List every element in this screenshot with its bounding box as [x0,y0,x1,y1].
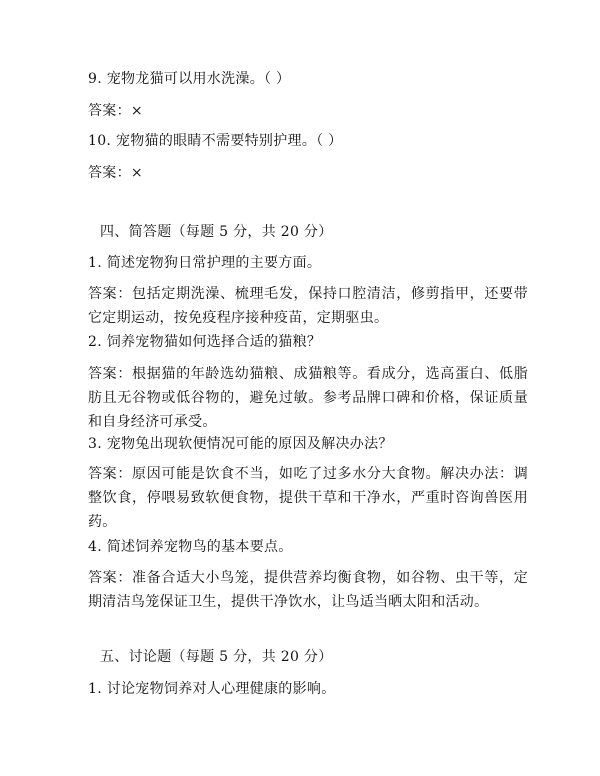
section-4-title: 四、简答题（每题 5 分，共 20 分） [100,224,333,240]
s4-q3-question: 3. 宠物兔出现软便情况可能的原因及解决办法？ [88,436,393,452]
section-5-title: 五、讨论题（每题 5 分，共 20 分） [100,649,333,665]
s4-q2-answer: 答案：根据猫的年龄选幼猫粮、成猫粮等。看成分，选高蛋白、低脂肪且无谷物或低谷物的，避免过敏。参考品牌口碑和价格，保证质量和自身经济可承受。 [88,366,528,430]
q9-answer: 答案：× [88,103,143,119]
s4-q4-question: 4. 简述饲养宠物鸟的基本要点。 [88,539,293,555]
s4-q2-question: 2. 饲养宠物猫如何选择合适的猫粮？ [88,334,322,350]
s4-q1-question: 1. 简述宠物狗日常护理的主要方面。 [88,255,322,271]
s4-q4-answer: 答案：准备合适大小鸟笼，提供营养均衡食物，如谷物、虫干等，定期清洁鸟笼保证卫生，提供干净饮水，让鸟适当晒太阳和活动。 [88,570,528,610]
s4-q1-answer: 答案：包括定期洗澡、梳理毛发，保持口腔清洁，修剪指甲，还要带它定期运动，按免疫程序接种疫苗，定期驱虫。 [88,286,528,326]
q10-question: 10. 宠物猫的眼睛不需要特别护理。（ ） [88,133,343,149]
q10-answer: 答案：× [88,165,143,181]
q9-question: 9. 宠物龙猫可以用水洗澡。（ ） [88,71,291,87]
s4-q3-answer: 答案：原因可能是饮食不当，如吃了过多水分大食物。解决办法：调整饮食，停喂易致软便食物，提供干草和干净水，严重时咨询兽医用药。 [88,466,528,530]
s5-q1-question: 1. 讨论宠物饲养对人心理健康的影响。 [88,681,336,697]
